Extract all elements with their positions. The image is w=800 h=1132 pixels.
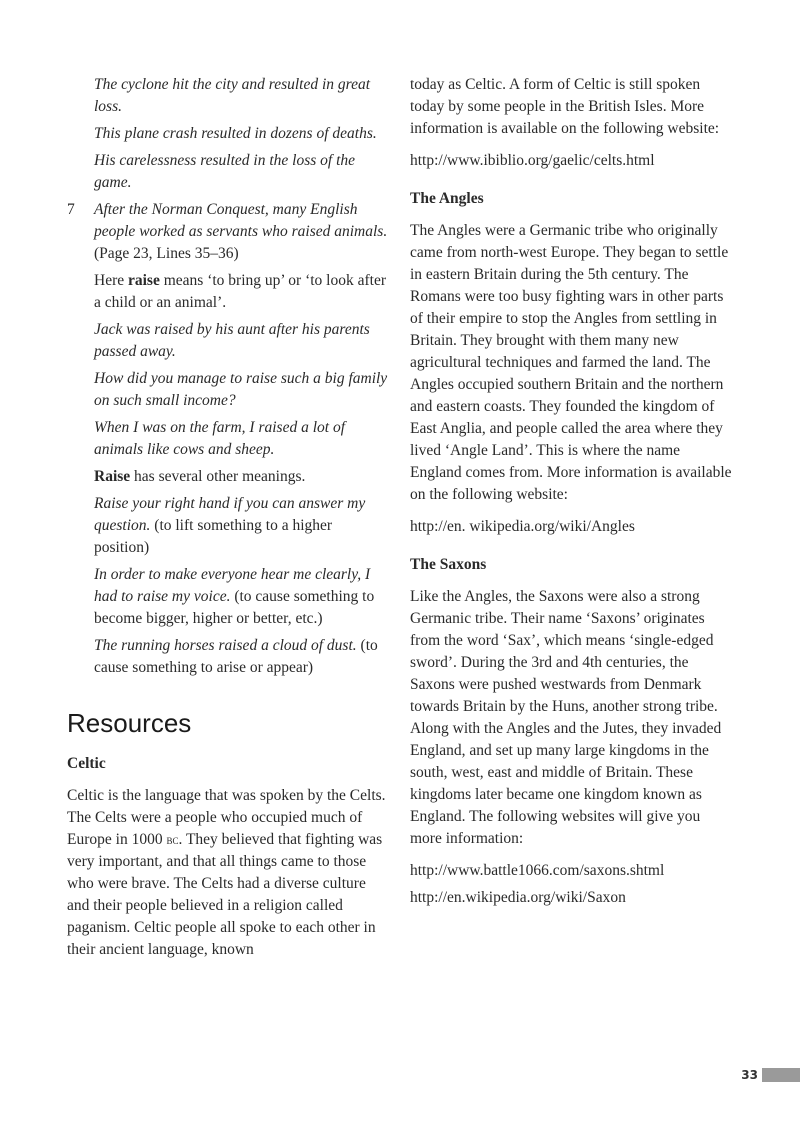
example-sentence: When I was on the farm, I raised a lot of animals like cows and sheep.: [94, 419, 345, 458]
definition-text: Raise has several other meanings.: [94, 468, 306, 485]
angles-link[interactable]: http://en. wikipedia.org/wiki/Angles: [410, 518, 635, 535]
saxons-paragraph: Like the Angles, the Saxons were also a strong Germanic tribe. Their name ‘Saxons’ originates from the word ‘Sax’, which means ‘single-edged sword’. During the 3rd and 4th centuries, the Saxons were pushed westwards from Denmark towards Britain by the Huns, another strong tribe. Along with the Angles and the Jutes, they invaded England, and set up many large kingdoms in the south, west, east and middle of Britain. These kingdoms later became one kingdom known as England. The following websites will give you more information:: [410, 588, 722, 847]
item-reference: (Page 23, Lines 35–36): [94, 245, 239, 262]
keyword: Raise: [94, 468, 131, 485]
example-with-definition: The running horses raised a cloud of dust. (to cause something to arise or appear): [94, 637, 378, 676]
angles-heading: The Angles: [410, 190, 484, 207]
page-number: [741, 1067, 800, 1083]
definition-text: Here raise means ‘to bring up’ or ‘to look after a child or an animal’.: [94, 272, 386, 311]
celtic-paragraph-continued: today as Celtic. A form of Celtic is still spoken today by some people in the British Isles. More information is available on the following website:: [410, 76, 720, 137]
page-number-label: 33: [741, 1068, 758, 1082]
saxons-heading: The Saxons: [410, 556, 487, 573]
item-number: 7: [67, 201, 75, 218]
right-column: [410, 74, 732, 909]
example-with-definition: Raise your right hand if you can answer my question. (to lift something to a higher position): [94, 495, 366, 556]
item-quote: After the Norman Conquest, many English people worked as servants who raised animals.: [94, 201, 388, 240]
keyword: raise: [128, 272, 160, 289]
celtic-link[interactable]: http://www.ibiblio.org/gaelic/celts.html: [410, 152, 655, 169]
example-sentence: Jack was raised by his aunt after his parents passed away.: [94, 321, 370, 360]
example-with-definition: In order to make everyone hear me clearly, I had to raise my voice. (to cause something to become bigger, higher or better, etc.): [94, 566, 375, 627]
resources-heading: Resources: [67, 708, 192, 738]
example-sentence: His carelessness resulted in the loss of the game.: [94, 152, 356, 191]
example-sentence: How did you manage to raise such a big family on such small income?: [94, 370, 388, 409]
celtic-paragraph: Celtic is the language that was spoken by the Celts. The Celts were a people who occupied much of Europe in 1000 bc. They believed that fighting was very important, and that all things came to those who were brave. The Celts had a diverse culture and their people believed in a religion called paganism. Celtic people all spoke to each other in their ancient language, known: [67, 787, 386, 958]
left-column: [67, 74, 389, 961]
saxons-link[interactable]: http://www.battle1066.com/saxons.shtml: [410, 862, 665, 879]
page-number-bar: [762, 1068, 800, 1082]
angles-paragraph: The Angles were a Germanic tribe who originally came from north-west Europe. They began to settle in eastern Britain during the 5th century. The Romans were too busy fighting wars in other parts of their empire to stop the Angles from settling in Britain. They brought with them many new agricultural techniques and farmed the land. The Angles occupied southern Britain and the northern and eastern coasts. They founded the kingdom of East Anglia, and people called the area where they lived ‘Angle Land’. This is where the name England comes from. More information is available on the following website:: [410, 222, 732, 503]
numbered-item-7: [67, 199, 389, 265]
example-sentence: This plane crash resulted in dozens of deaths.: [94, 125, 377, 142]
example-sentence: The cyclone hit the city and resulted in great loss.: [94, 76, 371, 115]
saxons-link[interactable]: http://en.wikipedia.org/wiki/Saxon: [410, 889, 626, 906]
celtic-heading: Celtic: [67, 755, 106, 772]
